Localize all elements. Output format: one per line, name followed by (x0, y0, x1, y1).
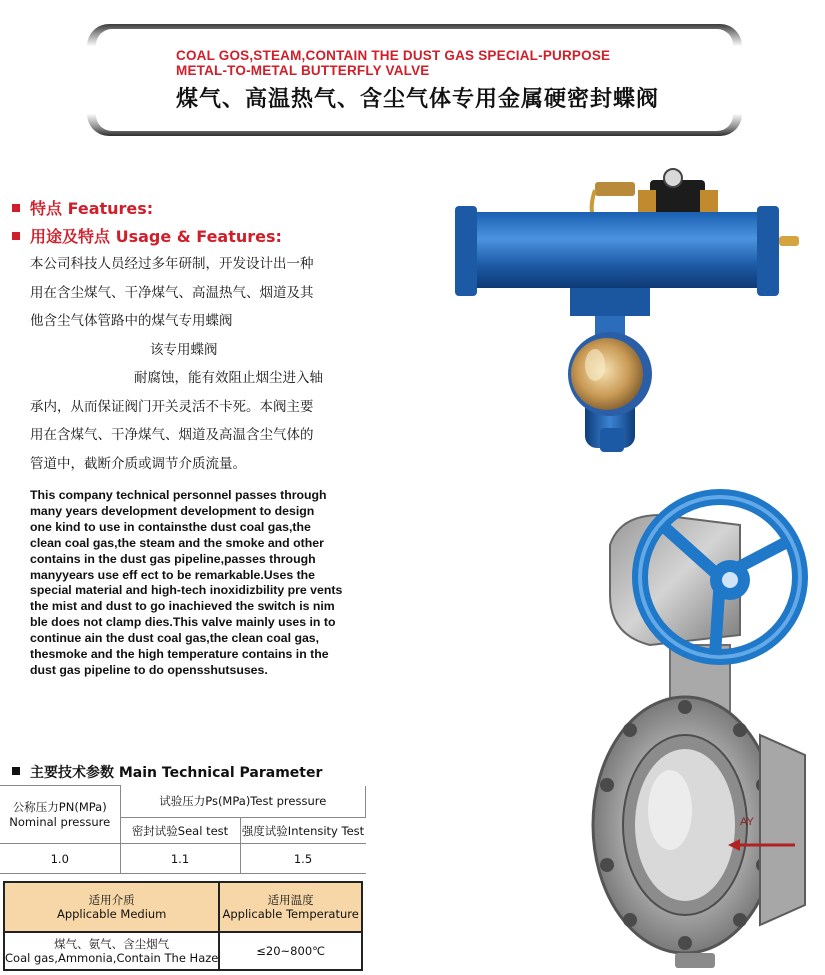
en-description (30, 488, 350, 679)
black-bullet-icon (12, 767, 20, 775)
features-heading-text: 特点 Features: (30, 199, 154, 218)
medium-header-cn: 适用介质 (88, 893, 135, 907)
table-row (4, 932, 362, 970)
nominal-pressure-header (0, 786, 120, 844)
cn-line: 管道中，截断介质或调节介质流量。 (30, 455, 246, 472)
nominal-pressure-cn: 公称压力PN(MPa) (12, 799, 107, 814)
pressure-table (0, 785, 366, 874)
temperature-header-cn: 适用温度 (267, 893, 314, 907)
en-line: This company technical personnel passes through (30, 488, 327, 502)
red-bullet-icon (12, 204, 20, 212)
en-line: manyyears use eff ect to be remarkable.Uses the (30, 567, 316, 582)
title-banner (87, 24, 742, 136)
handwheel-butterfly-valve-image (590, 485, 815, 970)
temperature-header-en: Applicable Temperature (222, 907, 359, 921)
en-line: contains in the dust gas pipeline,passes through (30, 551, 316, 566)
en-line: the mist and dust to go inachieved the switch is nim (30, 599, 335, 614)
title-cn: 煤气、高温热气、含尘气体专用金属硬密封蝶阀 (176, 87, 660, 112)
en-line: special material and high-tech inoxidizbility pre vents (30, 583, 343, 598)
en-line: dust gas pipeline to do opensshutsuses. (30, 662, 268, 677)
nominal-pressure-value: 1.0 (0, 844, 120, 874)
table-row (4, 882, 362, 932)
cast-marking: AY (740, 816, 754, 828)
temperature-value: ≤20~800℃ (219, 932, 362, 970)
test-pressure-header: 试验压力Ps(MPa)Test pressure (120, 786, 366, 818)
usage-heading-text: 用途及特点 Usage & Features: (30, 227, 282, 246)
medium-table (3, 881, 363, 971)
pneumatic-butterfly-valve-image (445, 160, 810, 460)
usage-heading (12, 224, 282, 247)
en-line: one kind to use in containsthe dust coal gas,the (30, 519, 311, 534)
title-en-line1: COAL GOS,STEAM,CONTAIN THE DUST GAS SPECIAL-PURPOSE (176, 48, 611, 63)
medium-value-en: Coal gas,Ammonia,Contain The Haze (5, 951, 219, 965)
en-line: many years development development to design (30, 503, 315, 518)
medium-header-en: Applicable Medium (56, 907, 167, 921)
title-en-line2: METAL-TO-METAL BUTTERFLY VALVE (176, 63, 430, 78)
red-bullet-icon (12, 232, 20, 240)
cn-line: 本公司科技人员经过多年研制，开发设计出一种 (30, 256, 314, 272)
title-banner-inner (96, 29, 733, 131)
temperature-header (219, 882, 362, 932)
cn-line: 用在含尘煤气、干净煤气、高温热气、烟道及其 (30, 284, 314, 301)
table-row (0, 844, 366, 874)
features-heading (12, 196, 153, 219)
en-line: continue ain the dust coal gas,the clean coal gas, (30, 631, 320, 646)
cn-line: 他含尘气体管路中的煤气专用蝶阀 (30, 313, 233, 329)
en-line: ble does not clamp dies.This valve mainly uses in to (30, 615, 336, 630)
cn-line: 用在含煤气、干净煤气、烟道及高温含尘气体的 (30, 427, 314, 443)
seal-test-header: 密封试验Seal test (120, 818, 240, 844)
cn-line: 该专用蝶阀 (150, 341, 218, 358)
medium-value (4, 932, 219, 970)
cn-line: 承内，从而保证阀门开关灵活不卡死。本阀主要 (30, 398, 314, 415)
intensity-test-value: 1.5 (240, 844, 366, 874)
parameter-title (12, 762, 322, 782)
intensity-test-header: 强度试验Intensity Test (240, 818, 366, 844)
parameter-title-text: 主要技术参数 Main Technical Parameter (30, 765, 323, 781)
cn-description (30, 250, 360, 478)
en-line: clean coal gas,the steam and the smoke and other (30, 535, 324, 550)
seal-test-value: 1.1 (120, 844, 240, 874)
medium-header (4, 882, 219, 932)
nominal-pressure-en: Nominal pressure (9, 814, 111, 829)
medium-value-cn: 煤气、氨气、含尘烟气 (54, 937, 170, 951)
cn-line: 耐腐蚀，能有效阻止烟尘进入轴 (134, 370, 323, 386)
table-row (0, 786, 366, 818)
en-line: thesmoke and the high temperature contains in the (30, 647, 329, 662)
